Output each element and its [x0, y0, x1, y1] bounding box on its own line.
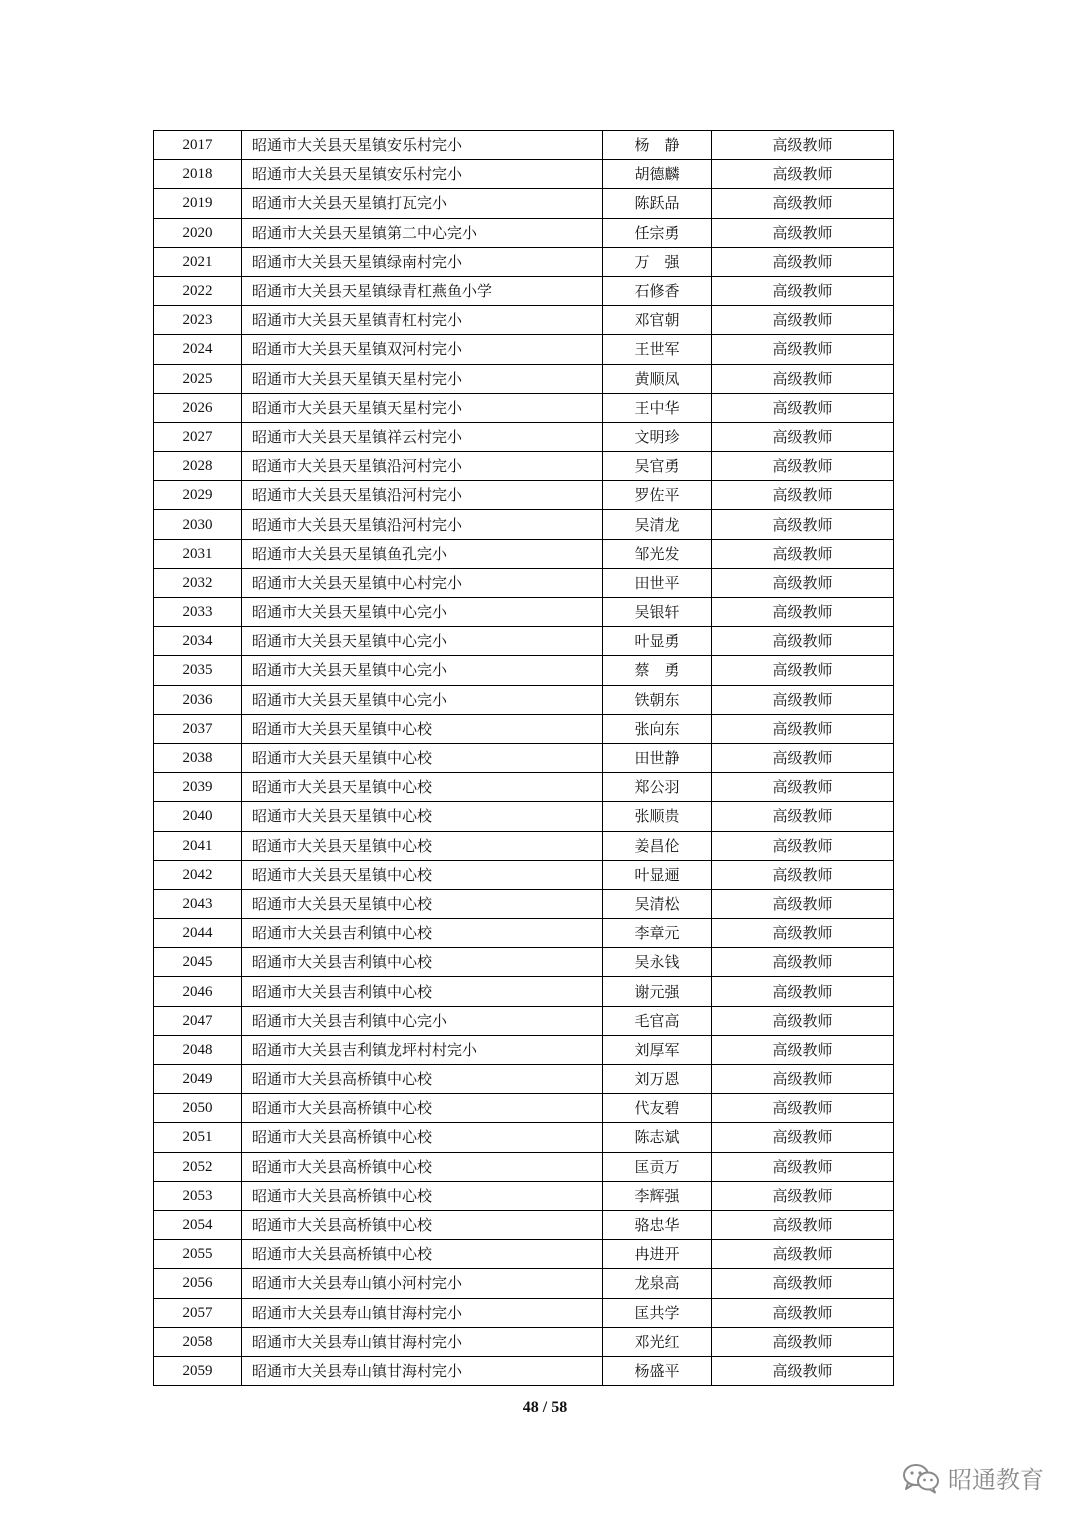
- teacher-title: 高级教师: [712, 1240, 894, 1269]
- teacher-name: 吴银轩: [603, 598, 712, 627]
- row-number: 2026: [154, 393, 242, 422]
- table-row: [154, 1152, 894, 1181]
- table-body: [154, 131, 894, 1386]
- table-row: [154, 1123, 894, 1152]
- school-name: 昭通市大关县天星镇中心校: [242, 714, 603, 743]
- school-name: 昭通市大关县高桥镇中心校: [242, 1094, 603, 1123]
- table-row: [154, 889, 894, 918]
- school-name: 昭通市大关县天星镇安乐村完小: [242, 131, 603, 160]
- teacher-title: 高级教师: [712, 802, 894, 831]
- table-row: [154, 364, 894, 393]
- table-row: [154, 1094, 894, 1123]
- school-name: 昭通市大关县天星镇双河村完小: [242, 335, 603, 364]
- table-row: [154, 568, 894, 597]
- teacher-title: 高级教师: [712, 539, 894, 568]
- teacher-title: 高级教师: [712, 919, 894, 948]
- row-number: 2023: [154, 306, 242, 335]
- teacher-name: 邓官朝: [603, 306, 712, 335]
- school-name: 昭通市大关县天星镇中心完小: [242, 627, 603, 656]
- teacher-title: 高级教师: [712, 422, 894, 451]
- teacher-name: 邹光发: [603, 539, 712, 568]
- teacher-title: 高级教师: [712, 743, 894, 772]
- teacher-name: 吴永钱: [603, 948, 712, 977]
- table-row: [154, 773, 894, 802]
- school-name: 昭通市大关县天星镇绿青杠燕鱼小学: [242, 276, 603, 305]
- school-name: 昭通市大关县天星镇天星村完小: [242, 364, 603, 393]
- teacher-name: 王世军: [603, 335, 712, 364]
- teacher-title: 高级教师: [712, 481, 894, 510]
- table-row: [154, 452, 894, 481]
- table-row: [154, 481, 894, 510]
- table-row: [154, 1035, 894, 1064]
- school-name: 昭通市大关县天星镇青杠村完小: [242, 306, 603, 335]
- row-number: 2048: [154, 1035, 242, 1064]
- table-row: [154, 656, 894, 685]
- row-number: 2032: [154, 568, 242, 597]
- teacher-name: 张顺贵: [603, 802, 712, 831]
- table-row: [154, 831, 894, 860]
- school-name: 昭通市大关县天星镇中心校: [242, 773, 603, 802]
- table-row: [154, 276, 894, 305]
- school-name: 昭通市大关县天星镇绿南村完小: [242, 247, 603, 276]
- teacher-title: 高级教师: [712, 218, 894, 247]
- row-number: 2057: [154, 1298, 242, 1327]
- row-number: 2024: [154, 335, 242, 364]
- teacher-title: 高级教师: [712, 1065, 894, 1094]
- row-number: 2052: [154, 1152, 242, 1181]
- row-number: 2040: [154, 802, 242, 831]
- row-number: 2022: [154, 276, 242, 305]
- teacher-title: 高级教师: [712, 335, 894, 364]
- watermark: [902, 1460, 1044, 1495]
- teacher-name: 刘万恩: [603, 1065, 712, 1094]
- school-name: 昭通市大关县吉利镇中心校: [242, 948, 603, 977]
- row-number: 2045: [154, 948, 242, 977]
- teacher-title: 高级教师: [712, 306, 894, 335]
- teacher-title: 高级教师: [712, 1327, 894, 1356]
- teacher-title: 高级教师: [712, 773, 894, 802]
- teacher-name: 李辉强: [603, 1181, 712, 1210]
- table-row: [154, 189, 894, 218]
- row-number: 2036: [154, 685, 242, 714]
- row-number: 2049: [154, 1065, 242, 1094]
- teacher-name: 吴官勇: [603, 452, 712, 481]
- school-name: 昭通市大关县天星镇中心校: [242, 860, 603, 889]
- row-number: 2028: [154, 452, 242, 481]
- table-row: [154, 1269, 894, 1298]
- school-name: 昭通市大关县高桥镇中心校: [242, 1240, 603, 1269]
- row-number: 2031: [154, 539, 242, 568]
- row-number: 2055: [154, 1240, 242, 1269]
- teacher-title: 高级教师: [712, 452, 894, 481]
- school-name: 昭通市大关县吉利镇龙坪村村完小: [242, 1035, 603, 1064]
- teacher-title: 高级教师: [712, 1181, 894, 1210]
- row-number: 2020: [154, 218, 242, 247]
- teacher-name: 任宗勇: [603, 218, 712, 247]
- teacher-name: 叶显勇: [603, 627, 712, 656]
- teacher-name: 文明珍: [603, 422, 712, 451]
- teacher-title: 高级教师: [712, 598, 894, 627]
- teacher-name: 万 强: [603, 247, 712, 276]
- teacher-title: 高级教师: [712, 860, 894, 889]
- teacher-name: 冉进开: [603, 1240, 712, 1269]
- table-row: [154, 1298, 894, 1327]
- teacher-name: 罗佐平: [603, 481, 712, 510]
- teacher-title: 高级教师: [712, 510, 894, 539]
- table-row: [154, 131, 894, 160]
- teacher-name: 胡德麟: [603, 160, 712, 189]
- teacher-name: 吴清松: [603, 889, 712, 918]
- teacher-title: 高级教师: [712, 1123, 894, 1152]
- row-number: 2039: [154, 773, 242, 802]
- teacher-title: 高级教师: [712, 276, 894, 305]
- teacher-title: 高级教师: [712, 831, 894, 860]
- school-name: 昭通市大关县天星镇沿河村完小: [242, 452, 603, 481]
- table-row: [154, 539, 894, 568]
- school-name: 昭通市大关县高桥镇中心校: [242, 1123, 603, 1152]
- teacher-title: 高级教师: [712, 685, 894, 714]
- teacher-name: 黄顺凤: [603, 364, 712, 393]
- page-number: 48 / 58: [522, 1399, 568, 1416]
- table-row: [154, 335, 894, 364]
- school-name: 昭通市大关县高桥镇中心校: [242, 1210, 603, 1239]
- school-name: 昭通市大关县天星镇天星村完小: [242, 393, 603, 422]
- row-number: 2054: [154, 1210, 242, 1239]
- teacher-title: 高级教师: [712, 189, 894, 218]
- school-name: 昭通市大关县天星镇沿河村完小: [242, 510, 603, 539]
- teacher-title: 高级教师: [712, 1298, 894, 1327]
- row-number: 2050: [154, 1094, 242, 1123]
- table-row: [154, 1240, 894, 1269]
- teacher-name: 石修香: [603, 276, 712, 305]
- teacher-name: 田世平: [603, 568, 712, 597]
- table-row: [154, 306, 894, 335]
- table-row: [154, 743, 894, 772]
- row-number: 2034: [154, 627, 242, 656]
- watermark-text: 昭通教育: [948, 1466, 1044, 1494]
- row-number: 2030: [154, 510, 242, 539]
- school-name: 昭通市大关县吉利镇中心校: [242, 919, 603, 948]
- school-name: 昭通市大关县天星镇中心校: [242, 831, 603, 860]
- school-name: 昭通市大关县天星镇中心完小: [242, 598, 603, 627]
- table-row: [154, 627, 894, 656]
- row-number: 2051: [154, 1123, 242, 1152]
- school-name: 昭通市大关县天星镇中心村完小: [242, 568, 603, 597]
- teacher-title: 高级教师: [712, 1035, 894, 1064]
- row-number: 2017: [154, 131, 242, 160]
- teacher-name: 杨 静: [603, 131, 712, 160]
- teacher-title: 高级教师: [712, 1269, 894, 1298]
- row-number: 2041: [154, 831, 242, 860]
- row-number: 2035: [154, 656, 242, 685]
- table-row: [154, 1065, 894, 1094]
- row-number: 2046: [154, 977, 242, 1006]
- teacher-name: 叶显逦: [603, 860, 712, 889]
- teacher-name: 吴清龙: [603, 510, 712, 539]
- table-row: [154, 919, 894, 948]
- table-row: [154, 510, 894, 539]
- table-row: [154, 1327, 894, 1356]
- table-row: [154, 422, 894, 451]
- teacher-name: 代友碧: [603, 1094, 712, 1123]
- row-number: 2038: [154, 743, 242, 772]
- row-number: 2043: [154, 889, 242, 918]
- row-number: 2029: [154, 481, 242, 510]
- teacher-name: 田世静: [603, 743, 712, 772]
- table-row: [154, 1181, 894, 1210]
- row-number: 2027: [154, 422, 242, 451]
- school-name: 昭通市大关县天星镇沿河村完小: [242, 481, 603, 510]
- teacher-name: 毛官高: [603, 1006, 712, 1035]
- row-number: 2025: [154, 364, 242, 393]
- teacher-name: 蔡 勇: [603, 656, 712, 685]
- teacher-name: 陈跃品: [603, 189, 712, 218]
- teacher-title: 高级教师: [712, 656, 894, 685]
- teacher-name: 刘厚军: [603, 1035, 712, 1064]
- teacher-name: 陈志斌: [603, 1123, 712, 1152]
- teacher-name: 骆忠华: [603, 1210, 712, 1239]
- teacher-table: [153, 130, 894, 1386]
- table-row: [154, 160, 894, 189]
- teacher-name: 匡共学: [603, 1298, 712, 1327]
- teacher-title: 高级教师: [712, 393, 894, 422]
- table-row: [154, 598, 894, 627]
- row-number: 2053: [154, 1181, 242, 1210]
- teacher-title: 高级教师: [712, 627, 894, 656]
- school-name: 昭通市大关县天星镇打瓦完小: [242, 189, 603, 218]
- school-name: 昭通市大关县寿山镇甘海村完小: [242, 1298, 603, 1327]
- table-row: [154, 948, 894, 977]
- table-row: [154, 218, 894, 247]
- teacher-name: 龙泉高: [603, 1269, 712, 1298]
- table-row: [154, 1006, 894, 1035]
- school-name: 昭通市大关县天星镇第二中心完小: [242, 218, 603, 247]
- table-row: [154, 860, 894, 889]
- row-number: 2018: [154, 160, 242, 189]
- teacher-title: 高级教师: [712, 714, 894, 743]
- teacher-name: 李章元: [603, 919, 712, 948]
- school-name: 昭通市大关县寿山镇甘海村完小: [242, 1327, 603, 1356]
- school-name: 昭通市大关县天星镇中心校: [242, 802, 603, 831]
- teacher-name: 姜昌伦: [603, 831, 712, 860]
- table-row: [154, 977, 894, 1006]
- teacher-title: 高级教师: [712, 1006, 894, 1035]
- row-number: 2019: [154, 189, 242, 218]
- school-name: 昭通市大关县天星镇中心校: [242, 743, 603, 772]
- teacher-title: 高级教师: [712, 568, 894, 597]
- row-number: 2059: [154, 1356, 242, 1385]
- teacher-title: 高级教师: [712, 364, 894, 393]
- teacher-title: 高级教师: [712, 1210, 894, 1239]
- row-number: 2021: [154, 247, 242, 276]
- teacher-name: 张向东: [603, 714, 712, 743]
- school-name: 昭通市大关县高桥镇中心校: [242, 1152, 603, 1181]
- teacher-title: 高级教师: [712, 977, 894, 1006]
- school-name: 昭通市大关县寿山镇甘海村完小: [242, 1356, 603, 1385]
- wechat-icon: [902, 1462, 940, 1494]
- table-row: [154, 1210, 894, 1239]
- row-number: 2047: [154, 1006, 242, 1035]
- table-row: [154, 714, 894, 743]
- teacher-title: 高级教师: [712, 889, 894, 918]
- teacher-name: 杨盛平: [603, 1356, 712, 1385]
- school-name: 昭通市大关县天星镇中心完小: [242, 685, 603, 714]
- school-name: 昭通市大关县高桥镇中心校: [242, 1181, 603, 1210]
- school-name: 昭通市大关县吉利镇中心完小: [242, 1006, 603, 1035]
- school-name: 昭通市大关县天星镇安乐村完小: [242, 160, 603, 189]
- teacher-name: 郑公羽: [603, 773, 712, 802]
- teacher-title: 高级教师: [712, 247, 894, 276]
- school-name: 昭通市大关县天星镇中心完小: [242, 656, 603, 685]
- teacher-title: 高级教师: [712, 160, 894, 189]
- table-row: [154, 1356, 894, 1385]
- teacher-name: 王中华: [603, 393, 712, 422]
- school-name: 昭通市大关县高桥镇中心校: [242, 1065, 603, 1094]
- teacher-title: 高级教师: [712, 1356, 894, 1385]
- school-name: 昭通市大关县寿山镇小河村完小: [242, 1269, 603, 1298]
- teacher-name: 匡贡万: [603, 1152, 712, 1181]
- teacher-title: 高级教师: [712, 131, 894, 160]
- teacher-name: 谢元强: [603, 977, 712, 1006]
- row-number: 2042: [154, 860, 242, 889]
- table-row: [154, 247, 894, 276]
- school-name: 昭通市大关县天星镇鱼孔完小: [242, 539, 603, 568]
- row-number: 2044: [154, 919, 242, 948]
- teacher-title: 高级教师: [712, 948, 894, 977]
- school-name: 昭通市大关县天星镇祥云村完小: [242, 422, 603, 451]
- teacher-name: 邓光红: [603, 1327, 712, 1356]
- teacher-title: 高级教师: [712, 1094, 894, 1123]
- table-row: [154, 393, 894, 422]
- row-number: 2058: [154, 1327, 242, 1356]
- teacher-title: 高级教师: [712, 1152, 894, 1181]
- table-row: [154, 685, 894, 714]
- teacher-name: 铁朝东: [603, 685, 712, 714]
- table-row: [154, 802, 894, 831]
- row-number: 2037: [154, 714, 242, 743]
- school-name: 昭通市大关县天星镇中心校: [242, 889, 603, 918]
- row-number: 2033: [154, 598, 242, 627]
- school-name: 昭通市大关县吉利镇中心校: [242, 977, 603, 1006]
- row-number: 2056: [154, 1269, 242, 1298]
